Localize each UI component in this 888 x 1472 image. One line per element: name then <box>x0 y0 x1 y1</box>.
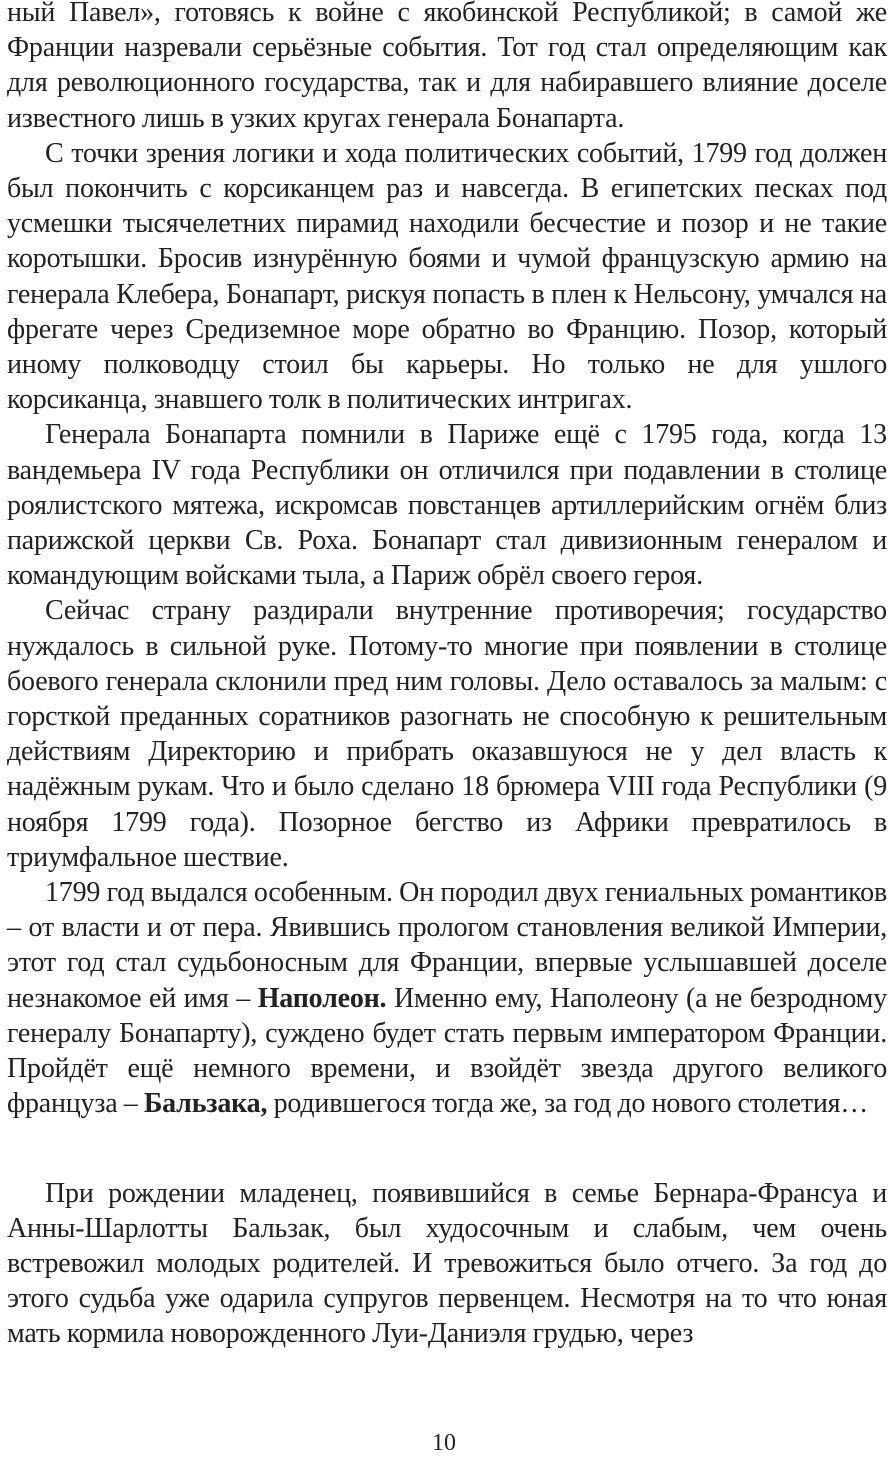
paragraph-5-text-a: 1799 год выдался особенным. Он породил двух гениальных романтиков – от власти и от пера. Явившись прологом становления великой Империи, этот год стал судьбоносным для Франции, впервые услышавшей доселе незнакомое ей имя – <box>7 877 887 1014</box>
section-break <box>7 1122 887 1176</box>
name-napoleon: Наполеон. <box>257 982 387 1014</box>
page-number: 10 <box>432 1430 456 1456</box>
paragraph-3: Генерала Бонапарта помнили в Париже ещё с 1795 года, когда 13 вандемьера IV года Республики он отличился при подавлении в столице роялистского мятежа, искромсав повстанцев артиллерийским огнём близ парижской церкви Св. Роха. Бонапарт стал дивизионным генералом и командующим войсками тыла, а Париж обрёл своего героя. <box>7 419 887 592</box>
paragraph-5-text-b: Именно ему, Наполеону (а не безродному генералу Бонапарту), суждено будет стать первым императором Франции. Пройдёт ещё немного времени, и взойдёт звезда другого великого француза – <box>7 982 888 1120</box>
paragraph-5-text-c: родившегося тогда же, за год до нового столетия… <box>267 1088 869 1120</box>
paragraph-6: При рождении младенец, появившийся в семье Бернара-Франсуа и Анны-Шарлотты Бальзак, был худосочным и слабым, чем очень встревожил молодых родителей. И тревожиться было отчего. За год до этого судьба уже одарила супругов первенцем. Несмотря на то что юная мать кормила новорожденного Луи-Даниэля грудью, через <box>7 1177 887 1350</box>
paragraph-2: С точки зрения логики и хода политических событий, 1799 год должен был покончить с корсиканцем раз и навсегда. В египетских песках под усмешки тысячелетних пирамид находили бесчестие и позор и не такие коротышки. Бросив изнурённую боями и чумой французскую армию на генерала Клебера, Бонапарт, рискуя попасть в плен к Нельсону, умчался на фрегате через Средиземное море обратно во Францию. Позор, который иному полководцу стоил бы карьеры. Но только не для ушлого корсиканца, знавшего толк в политических интригах. <box>7 137 887 416</box>
paragraph-4: Сейчас страну раздирали внутренние противоречия; государство нуждалось в сильной руке. Потому-то многие при появлении в столице боевого генерала склонили пред ним головы. Дело оставалось за малым: с горсткой преданных соратников разогнать не способную к решительным действиям Директорию и прибрать оказавшуюся не у дел власть к надёжным рукам. Что и было сделано 18 брюмера VIII года Республики (9 ноября 1799 года). Позорное бегство из Африки превратилось в триумфальное шествие. <box>7 595 887 873</box>
book-page <box>7 0 887 1352</box>
name-balzac: Бальзака, <box>143 1088 268 1120</box>
paragraph-1: ный Павел», готовясь к войне с якобинской Республикой; в самой же Франции назревали серьёзные события. Тот год стал определяющим как для революционного государства, так и для набиравшего влияние доселе известного лишь в узких кругах генерала Бонапарта. <box>7 0 887 134</box>
paragraph-5 <box>7 875 887 1121</box>
